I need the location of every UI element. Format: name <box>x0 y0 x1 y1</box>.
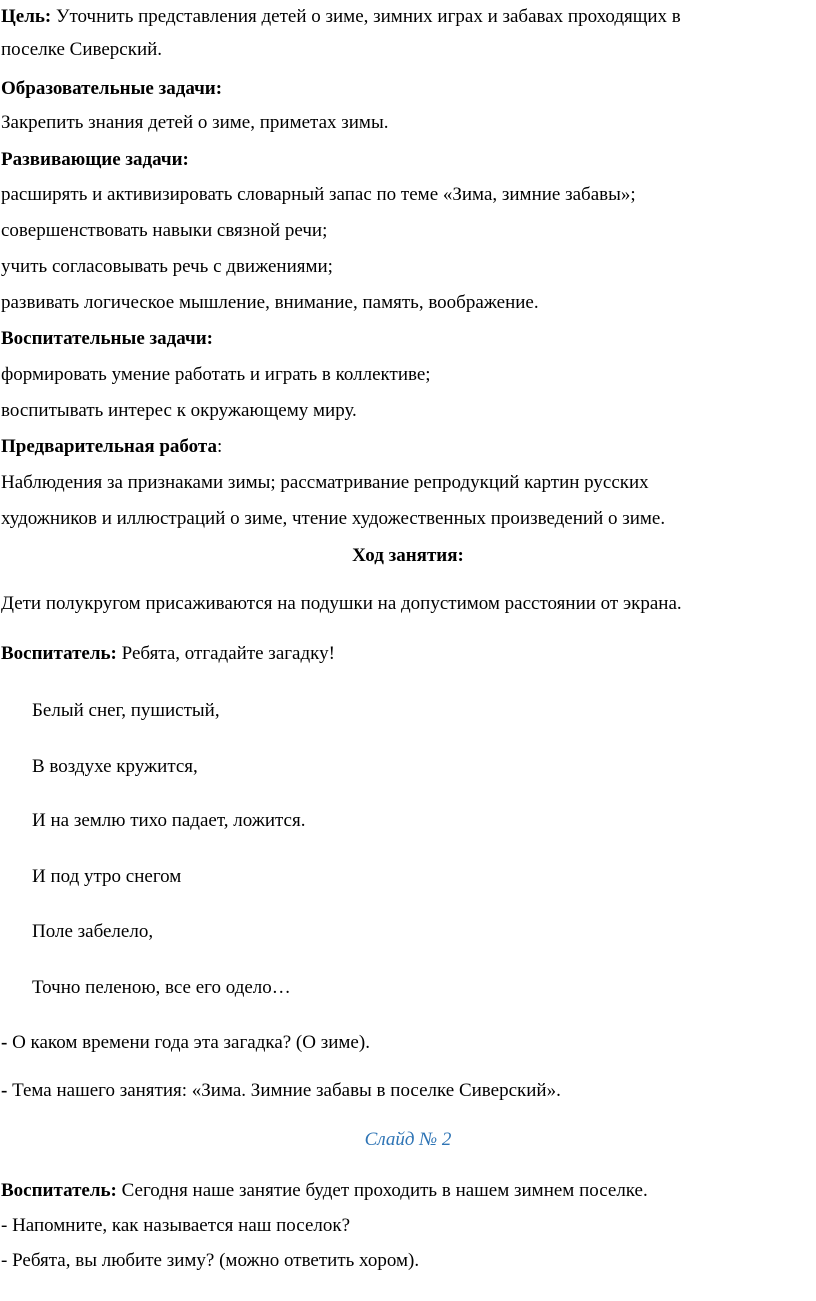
developing-heading: Развивающие задачи: <box>1 149 189 170</box>
slide-caption: Слайд № 2 <box>364 1129 452 1150</box>
goal-label: Цель: <box>1 6 52 27</box>
lesson-heading: Ход занятия: <box>352 545 464 566</box>
riddle-line: И на землю тихо падает, ложится. <box>32 810 306 831</box>
lesson-intro: Дети полукругом присаживаются на подушки на допустимом расстоянии от экрана. <box>1 593 682 614</box>
preliminary-line: художников и иллюстраций о зиме, чтение художественных произведений о зиме. <box>1 508 666 529</box>
educational-heading: Образовательные задачи: <box>1 78 223 99</box>
riddle-line: Поле забелело, <box>32 921 154 942</box>
riddle-line: Белый снег, пушистый, <box>32 700 220 721</box>
question-line: - Ребята, вы любите зиму? (можно ответить хором). <box>1 1250 420 1271</box>
goal-line <box>1 6 681 28</box>
teacher-line <box>1 1180 648 1202</box>
preliminary-line: Наблюдения за признаками зимы; рассматривание репродукций картин русских <box>1 472 649 493</box>
question-line <box>1 1032 370 1054</box>
goal-continuation: поселке Сиверский. <box>1 39 163 60</box>
teacher-text: Ребята, отгадайте загадку! <box>116 643 335 664</box>
dash: - <box>1 1080 8 1101</box>
teacher-label: Воспитатель: <box>1 1180 117 1201</box>
question-text: О каком времени года эта загадка? (О зиме). <box>7 1032 370 1053</box>
topic-text: Тема нашего занятия: «Зима. Зимние забавы в поселке Сиверский». <box>7 1080 561 1101</box>
upbringing-item: формировать умение работать и играть в коллективе; <box>1 364 431 385</box>
developing-item: учить согласовывать речь с движениями; <box>1 256 333 277</box>
riddle-line: В воздухе кружится, <box>32 756 198 777</box>
dash: - <box>1 1032 8 1053</box>
preliminary-label: Предварительная работа <box>1 436 217 457</box>
educational-item: Закрепить знания детей о зиме, приметах зимы. <box>1 112 389 133</box>
teacher-label: Воспитатель: <box>1 643 117 664</box>
preliminary-heading <box>1 436 222 458</box>
developing-item: совершенствовать навыки связной речи; <box>1 220 328 241</box>
teacher-text: Сегодня наше занятие будет проходить в нашем зимнем поселке. <box>116 1180 648 1201</box>
riddle-line: Точно пеленою, все его одело… <box>32 977 291 998</box>
upbringing-item: воспитывать интерес к окружающему миру. <box>1 400 357 421</box>
upbringing-heading: Воспитательные задачи: <box>1 328 213 349</box>
developing-item: расширять и активизировать словарный запас по теме «Зима, зимние забавы»; <box>1 184 636 205</box>
question-line: - Напомните, как называется наш поселок? <box>1 1215 351 1236</box>
preliminary-colon: : <box>217 436 223 457</box>
topic-line <box>1 1080 561 1102</box>
goal-text: Уточнить представления детей о зиме, зимних играх и забавах проходящих в <box>51 6 681 27</box>
developing-item: развивать логическое мышление, внимание, память, воображение. <box>1 292 539 313</box>
teacher-line <box>1 643 335 665</box>
riddle-line: И под утро снегом <box>32 866 182 887</box>
